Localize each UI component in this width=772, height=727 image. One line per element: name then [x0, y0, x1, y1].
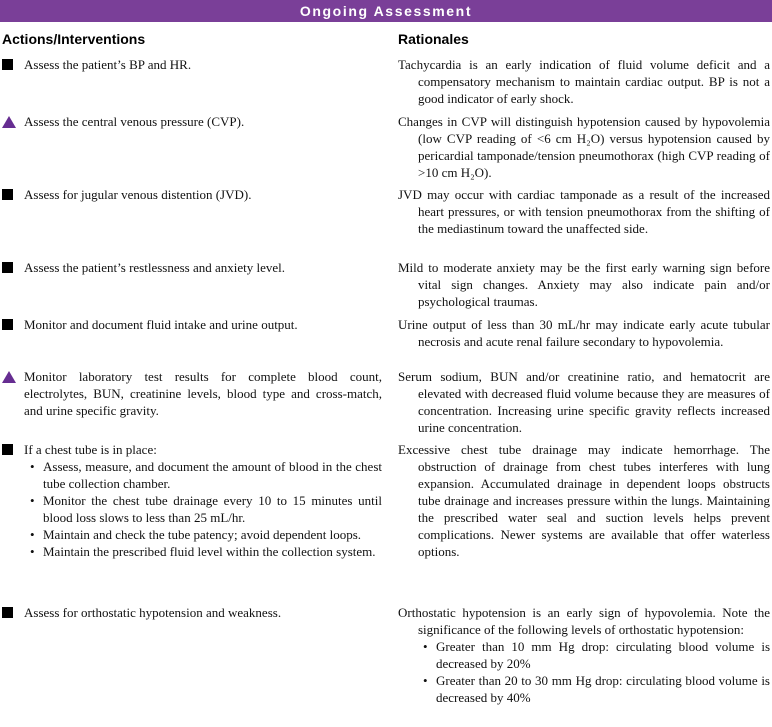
list-item	[423, 638, 770, 672]
section-title: Ongoing Assessment	[299, 2, 473, 19]
action-cell	[2, 368, 398, 441]
rationale-sub-list	[423, 638, 770, 706]
assessment-rows	[0, 56, 772, 706]
action-sub-list	[30, 458, 382, 560]
rationale-cell	[398, 259, 772, 316]
rationale-text: Mild to moderate anxiety may be the first early warning sign before vital sign changes. Anxiety may also indicate pain and/or psychological traumas.	[398, 260, 770, 309]
section-header-banner	[0, 0, 772, 22]
action-cell	[2, 113, 398, 186]
action-marker-icon	[2, 371, 16, 383]
action-cell	[2, 604, 398, 706]
list-item	[30, 526, 382, 543]
table-row	[2, 259, 772, 316]
rationale-text: Tachycardia is an early indication of fluid volume deficit and a compensatory mechanism to maintain cardiac output. BP is not a good indicator of early shock.	[398, 57, 770, 106]
rationale-text: Excessive chest tube drainage may indicate hemorrhage. The obstruction of drainage from chest tubes interferes with lung expansion. Accumulated drainage in dependent loops obstructs tube drainage and increases pressure within the lungs. Maintaining the prescribed water seal and suction levels helps prevent complications. Newer systems are available that offer waterless options.	[398, 442, 770, 559]
action-marker-icon	[2, 59, 13, 70]
action-text: Assess the patient’s BP and HR.	[24, 57, 192, 72]
action-item	[2, 186, 382, 203]
action-cell	[2, 441, 398, 604]
list-item	[30, 492, 382, 526]
action-marker-icon	[2, 189, 13, 200]
action-item	[2, 56, 382, 73]
action-item	[2, 113, 382, 130]
rationale-text: Orthostatic hypotension is an early sign of hypovolemia. Note the significance of the following levels of orthostatic hypotension:	[398, 605, 770, 637]
rationale-cell	[398, 316, 772, 368]
table-row	[2, 441, 772, 604]
action-marker-icon	[2, 607, 13, 618]
action-text: Assess the patient’s restlessness and anxiety level.	[24, 260, 286, 275]
action-marker-icon	[2, 116, 16, 128]
action-item	[2, 368, 382, 419]
rationale-text: Changes in CVP will distinguish hypotension caused by hypovolemia (low CVP reading of <6 cm H₂O) versus hypotension caused by pericardial tamponade/tension pneumothorax (high CVP reading of >10 cm H₂O).	[398, 114, 770, 180]
table-row	[2, 113, 772, 186]
rationale-text: JVD may occur with cardiac tamponade as a result of the increased heart pressures, or with tension pneumothorax from the shifting of the mediastinum toward the unaffected side.	[398, 187, 770, 236]
rationale-cell	[398, 186, 772, 259]
action-item	[2, 316, 382, 333]
table-row	[2, 316, 772, 368]
actions-column-header: Actions/Interventions	[2, 31, 146, 47]
action-sub-item-text: Maintain and check the tube patency; avoid dependent loops.	[43, 527, 362, 542]
rationale-cell	[398, 56, 772, 113]
action-text: Assess for jugular venous distention (JVD).	[24, 187, 252, 202]
rationale-cell	[398, 368, 772, 441]
action-text: Assess for orthostatic hypotension and weakness.	[24, 605, 282, 620]
action-cell	[2, 56, 398, 113]
rationale-cell	[398, 441, 772, 604]
rationale-text: Serum sodium, BUN and/or creatinine ratio, and hematocrit are elevated with decreased fluid volume because they are measures of concentration. Increasing urine specific gravity reflects increased urine concentration.	[398, 369, 770, 435]
table-row	[2, 186, 772, 259]
column-headers	[0, 22, 772, 56]
action-cell	[2, 259, 398, 316]
action-sub-item-text: Maintain the prescribed fluid level within the collection system.	[43, 544, 376, 559]
list-item	[30, 458, 382, 492]
list-item	[30, 543, 382, 560]
action-item	[2, 259, 382, 276]
table-row	[2, 368, 772, 441]
action-marker-icon	[2, 262, 13, 273]
rationale-text: Urine output of less than 30 mL/hr may indicate early acute tubular necrosis and acute renal failure secondary to hypovolemia.	[398, 317, 770, 349]
rationale-sub-item-text: Greater than 20 to 30 mm Hg drop: circulating blood volume is decreased by 40%	[436, 673, 770, 705]
action-item	[2, 441, 382, 458]
rationale-cell	[398, 604, 772, 706]
rationales-column-header: Rationales	[398, 31, 469, 47]
table-row	[2, 604, 772, 706]
list-item	[423, 672, 770, 706]
action-item	[2, 604, 382, 621]
action-cell	[2, 316, 398, 368]
action-text: Assess the central venous pressure (CVP).	[24, 114, 245, 129]
table-row	[2, 56, 772, 113]
rationale-sub-item-text: Greater than 10 mm Hg drop: circulating blood volume is decreased by 20%	[436, 639, 770, 671]
action-text: Monitor and document fluid intake and urine output.	[24, 317, 298, 332]
action-text: If a chest tube is in place:	[24, 442, 157, 457]
action-text: Monitor laboratory test results for complete blood count, electrolytes, BUN, creatinine levels, blood type and cross-match, and urine specific gravity.	[24, 369, 382, 418]
action-cell	[2, 186, 398, 259]
action-marker-icon	[2, 444, 13, 455]
action-sub-item-text: Assess, measure, and document the amount of blood in the chest tube collection chamber.	[43, 459, 382, 491]
rationale-cell	[398, 113, 772, 186]
action-sub-item-text: Monitor the chest tube drainage every 10 to 15 minutes until blood loss slows to less than 25 mL/hr.	[43, 493, 382, 525]
action-marker-icon	[2, 319, 13, 330]
